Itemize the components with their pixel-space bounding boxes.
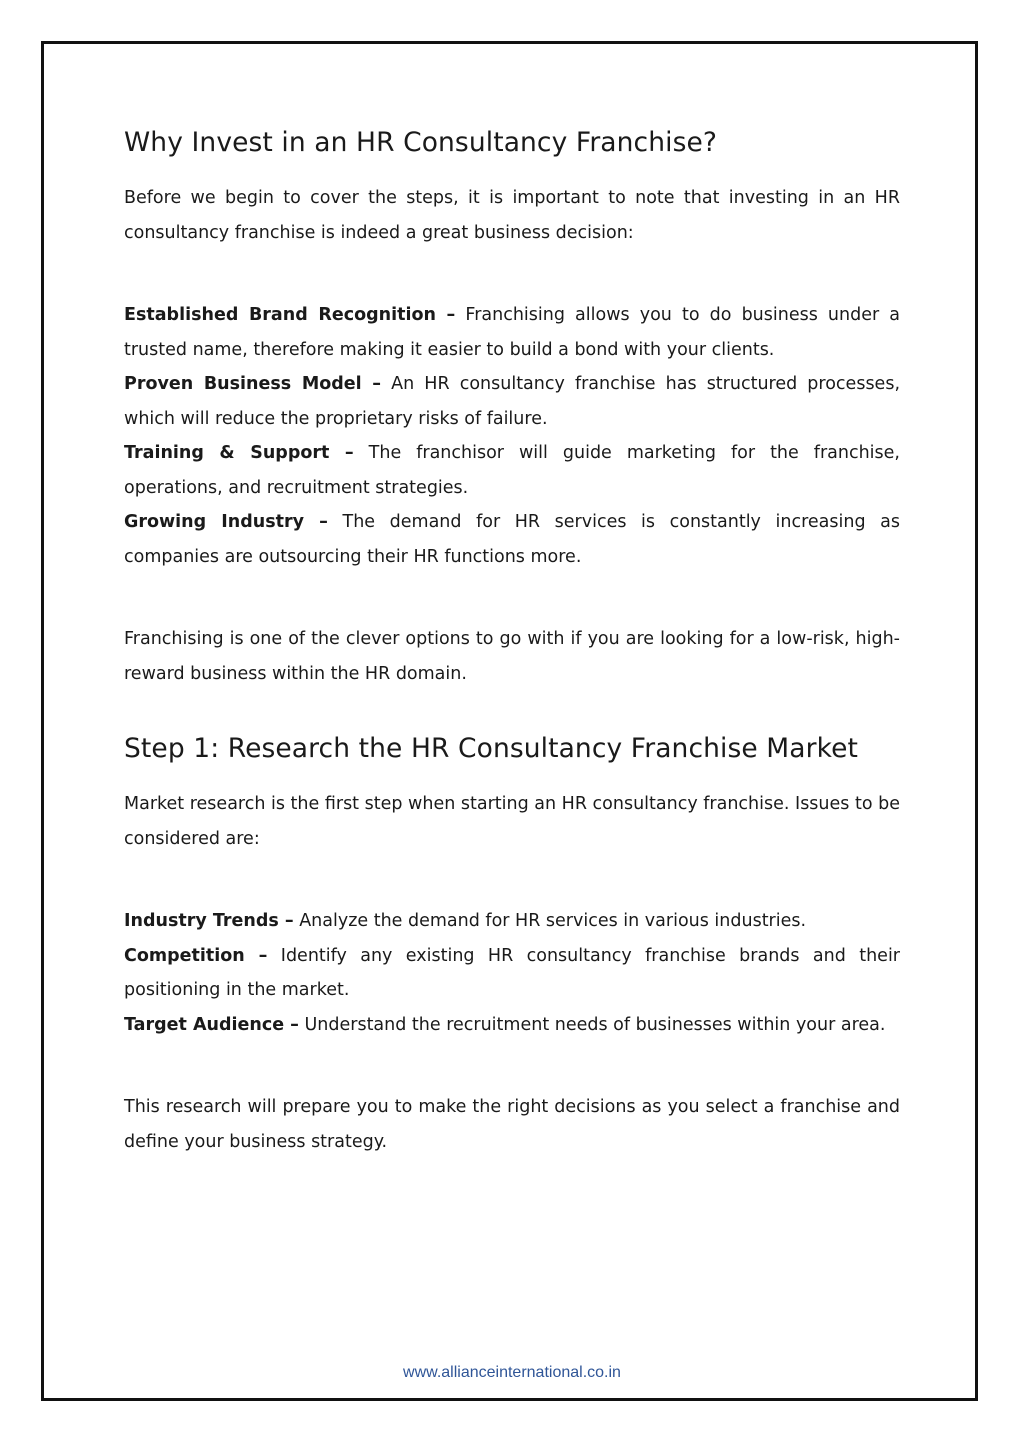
list-item-term: Competition –: [124, 945, 268, 966]
list-item: [124, 298, 900, 367]
list-item: [124, 939, 900, 1008]
list-item-term: Proven Business Model –: [124, 374, 382, 394]
list-item: [124, 367, 900, 436]
list-item-text: Franchising allows you to do business under a trusted name, therefore making it easier to build a bond with your clients.: [124, 305, 901, 360]
list-item-term: Training & Support –: [124, 443, 354, 463]
section-heading-why-invest: Why Invest in an HR Consultancy Franchise?: [124, 127, 718, 158]
list-item-term: Industry Trends –: [124, 911, 294, 931]
list-item-text: An HR consultancy franchise has structured processes, which will reduce the proprietary risks of failure.: [124, 374, 901, 429]
benefits-list: [124, 298, 900, 574]
list-item-text: Analyze the demand for HR services in various industries.: [293, 911, 807, 931]
footer-website-url: www.allianceinternational.co.in: [403, 1364, 621, 1381]
list-item: [124, 904, 900, 939]
intro-paragraph: Before we begin to cover the steps, it is important to note that investing in an HR consultancy franchise is indeed a great business decision:: [124, 188, 900, 243]
research-issues-list: [124, 904, 900, 1042]
list-item-term: Growing Industry –: [124, 512, 328, 532]
list-item-text: Understand the recruitment needs of businesses within your area.: [298, 1014, 886, 1035]
list-item: [124, 1008, 900, 1043]
section-heading-step-1: Step 1: Research the HR Consultancy Franchise Market: [124, 733, 859, 764]
intro-paragraph: Market research is the first step when starting an HR consultancy franchise. Issues to be considered are:: [124, 794, 900, 849]
document-body: [124, 118, 900, 1159]
list-item-text: Identify any existing HR consultancy franchise brands and their positioning in the market.: [124, 945, 900, 1000]
closing-paragraph: Franchising is one of the clever options to go with if you are looking for a low-risk, high-reward business within the HR domain.: [124, 629, 900, 684]
list-item-text: The demand for HR services is constantly increasing as companies are outsourcing their HR functions more.: [124, 512, 900, 567]
list-item-term: Established Brand Recognition –: [124, 305, 456, 325]
closing-paragraph: This research will prepare you to make the right decisions as you select a franchise and define your business strategy.: [124, 1097, 900, 1152]
list-item-term: Target Audience –: [124, 1014, 299, 1035]
list-item-text: The franchisor will guide marketing for the franchise, operations, and recruitment strategies.: [124, 443, 900, 498]
list-item: [124, 436, 900, 505]
list-item: [124, 505, 900, 574]
